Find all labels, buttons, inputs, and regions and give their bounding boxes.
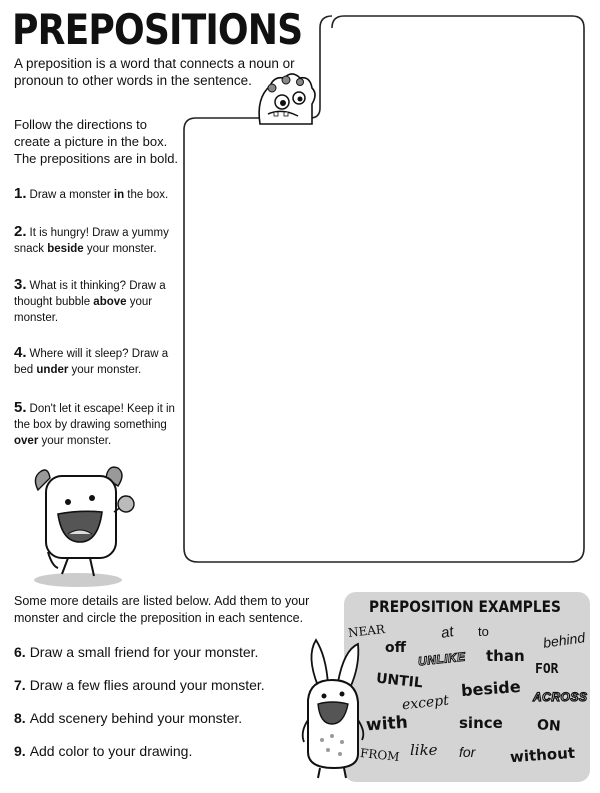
peeking-monster-icon xyxy=(252,68,322,126)
example-word: except xyxy=(401,692,450,714)
step-text: Don't let it escape! Keep it in the box by drawing something xyxy=(14,403,175,431)
step-text: the box. xyxy=(124,189,169,201)
extra-item-9 xyxy=(14,743,192,759)
step-text: What is it thinking? Draw a thought bubble xyxy=(14,280,166,308)
item-text: Draw a few flies around your monster. xyxy=(29,677,265,693)
example-word: since xyxy=(459,714,503,732)
step-preposition: beside xyxy=(47,243,84,255)
example-word: than xyxy=(486,647,525,665)
item-text: Draw a small friend for your monster. xyxy=(29,644,259,660)
extra-item-6 xyxy=(14,644,258,660)
example-word: without xyxy=(509,743,576,767)
step-text: your monster. xyxy=(68,364,142,376)
step-number: 3. xyxy=(14,276,27,293)
more-details-text: Some more details are listed below. Add them to your monster and circle the preposition in each sentence. xyxy=(14,594,310,625)
item-text: Add scenery behind your monster. xyxy=(29,710,243,726)
example-word: FROM xyxy=(359,745,401,765)
example-word: at xyxy=(439,623,455,642)
step-text: your monster. xyxy=(83,243,157,255)
step-preposition: above xyxy=(93,296,127,308)
extra-item-7 xyxy=(14,677,265,693)
example-word: UNLIKE xyxy=(417,649,467,669)
step-preposition: in xyxy=(113,189,125,201)
step-text: your monster. xyxy=(38,435,112,447)
example-word: for xyxy=(459,744,476,760)
step-5 xyxy=(14,400,182,449)
page-title: PREPOSITIONS xyxy=(12,5,303,54)
monster-illustration-icon xyxy=(28,456,140,590)
bunny-monster-icon xyxy=(296,636,368,782)
example-word: behind xyxy=(542,629,586,651)
item-text: Add color to your drawing. xyxy=(29,743,193,759)
step-text: Draw a monster xyxy=(29,189,114,201)
step-preposition: under xyxy=(36,364,69,376)
step-3 xyxy=(14,277,182,326)
intro-text: A preposition is a word that connects a noun or pronoun to other words in the sentence. xyxy=(14,56,295,88)
example-word: with xyxy=(365,712,409,736)
step-number: 1. xyxy=(14,185,27,202)
step-number: 2. xyxy=(14,223,27,240)
example-word: ACROSS xyxy=(533,690,588,704)
step-text: It is hungry! Draw a yummy snack xyxy=(14,227,169,255)
step-1 xyxy=(14,186,182,203)
examples-title: PREPOSITION EXAMPLES xyxy=(369,597,561,616)
extra-item-8 xyxy=(14,710,242,726)
item-number: 9. xyxy=(14,743,26,759)
item-number: 8. xyxy=(14,710,26,726)
example-word: beside xyxy=(460,676,522,701)
step-preposition: over xyxy=(14,435,39,447)
step-number: 4. xyxy=(14,344,27,361)
example-word: off xyxy=(385,640,406,656)
item-number: 6. xyxy=(14,644,26,660)
step-number: 5. xyxy=(14,399,27,416)
item-number: 7. xyxy=(14,677,26,693)
example-word: FOR xyxy=(535,662,559,677)
step-text: your monster. xyxy=(14,296,153,324)
step-text: Where will it sleep? Draw a bed xyxy=(14,348,169,376)
example-word: like xyxy=(410,741,438,759)
directions-text: Follow the directions to create a picture in the box. The prepositions are in bold. xyxy=(14,117,179,166)
example-word: ON xyxy=(536,717,562,735)
example-word: NEAR xyxy=(347,622,386,640)
example-word: UNTIL xyxy=(375,670,424,692)
drawing-box[interactable] xyxy=(182,14,586,564)
step-4 xyxy=(14,345,182,378)
step-2 xyxy=(14,224,182,257)
example-word: to xyxy=(478,624,489,639)
